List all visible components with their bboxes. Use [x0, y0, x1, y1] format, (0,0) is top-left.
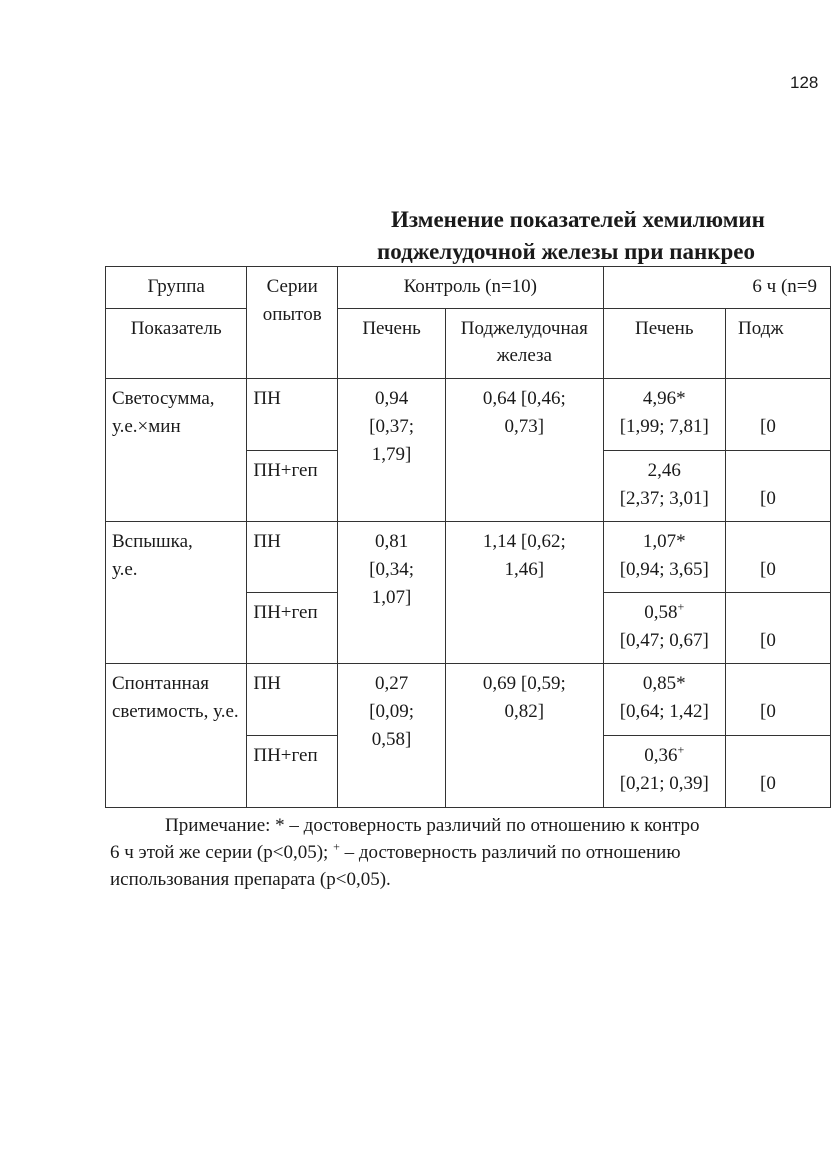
range: [1,99; 7,81]	[619, 416, 709, 437]
table-row	[106, 664, 831, 736]
superscript-plus: +	[677, 742, 685, 757]
series-cell: ПН	[247, 522, 338, 593]
six-liver-cell	[603, 379, 726, 451]
results-table	[105, 266, 831, 808]
control-liver-cell: 0,81 [0,34; 1,07]	[338, 522, 446, 664]
value: 4,96*	[642, 388, 686, 409]
header-six-hours: 6 ч (n=9	[603, 267, 830, 309]
six-liver-cell	[603, 736, 726, 808]
header-six-liver: Печень	[603, 309, 726, 379]
range: [0,64; 1,42]	[619, 701, 709, 722]
control-liver-cell: 0,27 [0,09; 0,58]	[338, 664, 446, 808]
six-pancreas-cell: [0	[726, 451, 831, 522]
six-liver-cell	[603, 451, 726, 522]
range: [0,21; 0,39]	[619, 773, 709, 794]
value: 0,36+	[644, 742, 685, 766]
range: [0,47; 0,67]	[619, 630, 709, 651]
table-row	[106, 379, 831, 451]
control-liver-cell: 0,94 [0,37; 1,79]	[338, 379, 446, 522]
six-liver-cell	[603, 593, 726, 664]
value: 1,07*	[642, 531, 686, 552]
six-pancreas-cell: [0	[726, 664, 831, 736]
results-table-container	[105, 266, 831, 810]
header-control-pancreas: Поджелудочная железа	[446, 309, 603, 379]
table-title-line-1: Изменение показателей хемилюмин	[391, 207, 765, 232]
table-row	[106, 522, 831, 593]
superscript-plus: +	[677, 599, 685, 614]
table-note	[110, 812, 831, 893]
table-title-line-2: поджелудочной железы при панкрео	[377, 239, 755, 264]
header-group: Группа	[106, 267, 247, 309]
series-cell: ПН	[247, 664, 338, 736]
header-row-2	[106, 309, 831, 379]
control-pancreas-cell: 0,64 [0,46; 0,73]	[446, 379, 603, 522]
header-row-1	[106, 267, 831, 309]
series-cell: ПН	[247, 379, 338, 451]
six-pancreas-cell: [0	[726, 379, 831, 451]
superscript-plus: +	[333, 839, 340, 854]
six-liver-cell	[603, 522, 726, 593]
page-number: 128	[790, 73, 819, 92]
header-indicator: Показатель	[106, 309, 247, 379]
note-line-1: Примечание: * – достоверность различий по отношению к контро	[165, 815, 700, 836]
range: [2,37; 3,01]	[619, 488, 709, 509]
header-control-liver: Печень	[338, 309, 446, 379]
note-line-2: 6 ч этой же серии (p<0,05); + – достоверность различий по отношению	[110, 839, 681, 863]
range: [0,94; 3,65]	[619, 559, 709, 580]
indicator-cell: Вспышка, у.е.	[106, 522, 247, 664]
six-pancreas-cell: [0	[726, 593, 831, 664]
value: 2,46	[647, 460, 681, 481]
control-pancreas-cell: 1,14 [0,62; 1,46]	[446, 522, 603, 664]
six-pancreas-cell: [0	[726, 736, 831, 808]
indicator-cell: Светосумма, у.е.×мин	[106, 379, 247, 522]
header-six-pancreas: Подж	[726, 309, 831, 379]
control-pancreas-cell: 0,69 [0,59; 0,82]	[446, 664, 603, 808]
header-series: Серии опытов	[247, 267, 338, 379]
series-cell: ПН+геп	[247, 736, 338, 808]
six-liver-cell	[603, 664, 726, 736]
indicator-cell: Спонтанная светимость, у.е.	[106, 664, 247, 808]
series-cell: ПН+геп	[247, 451, 338, 522]
note-line-3: использования препарата (p<0,05).	[110, 869, 391, 890]
value: 0,85*	[642, 673, 686, 694]
six-pancreas-cell: [0	[726, 522, 831, 593]
header-control: Контроль (n=10)	[338, 267, 603, 309]
value: 0,58+	[644, 599, 685, 623]
series-cell: ПН+геп	[247, 593, 338, 664]
